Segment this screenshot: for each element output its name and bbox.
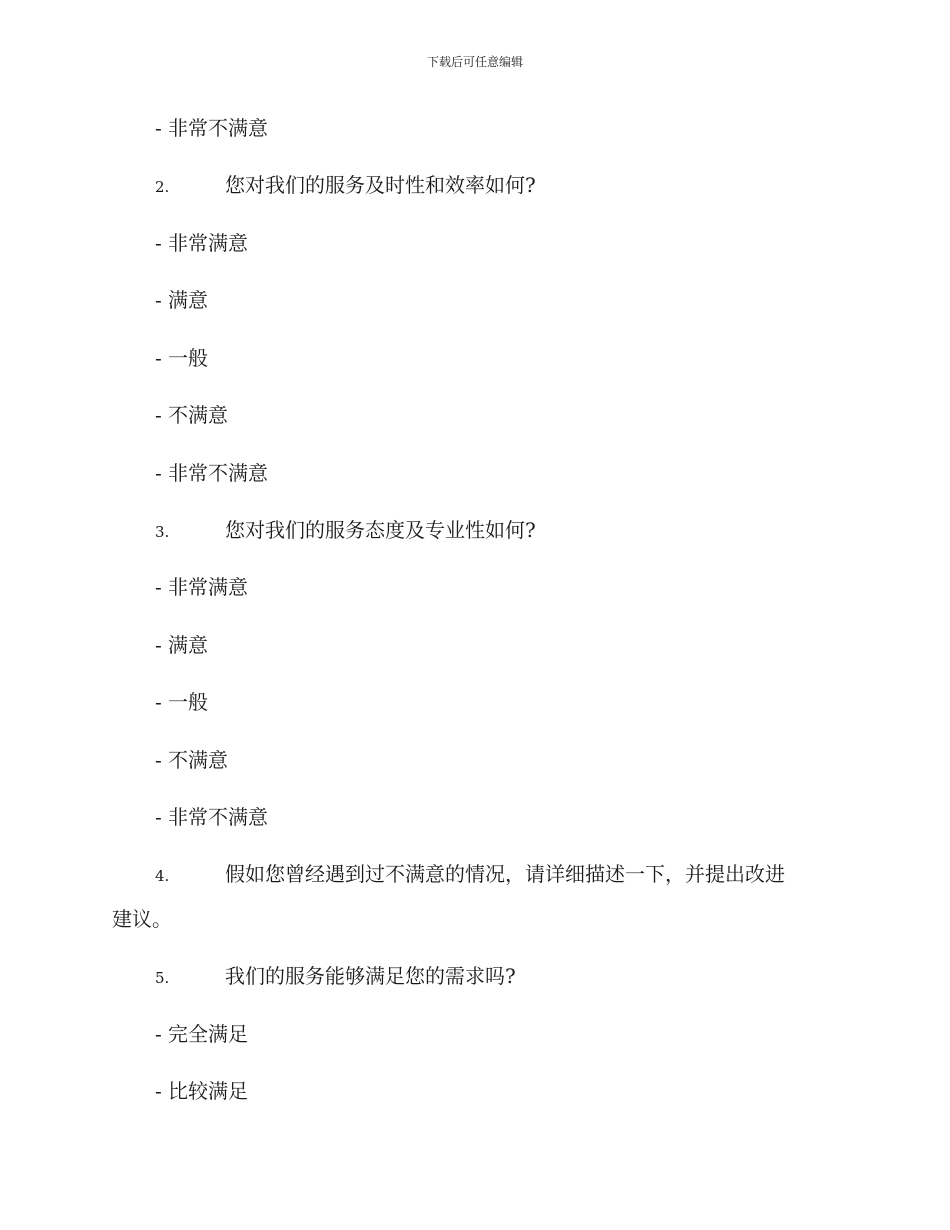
option-item: [155, 632, 208, 658]
option-label: 一般: [168, 346, 208, 370]
option-label: 满意: [168, 633, 208, 657]
option-label: 非常满意: [168, 231, 248, 255]
question-5: [155, 963, 516, 991]
question-text: 假如您曾经遇到过不满意的情况，请详细描述一下，并提出改进: [225, 862, 785, 886]
option-item: [155, 1078, 248, 1104]
option-item: [155, 402, 228, 428]
option-label: 满意: [168, 288, 208, 312]
option-item: [155, 1021, 248, 1047]
option-item: [155, 287, 208, 313]
question-4-continuation: 建议。: [112, 907, 172, 931]
question-text: 您对我们的服务及时性和效率如何?: [225, 173, 536, 197]
option-label: 比较满足: [168, 1079, 248, 1103]
question-text: 您对我们的服务态度及专业性如何?: [225, 518, 536, 542]
dash-marker: -: [155, 690, 162, 714]
option-item: [155, 230, 248, 256]
dash-marker: -: [155, 1022, 162, 1046]
question-number: 5.: [155, 969, 170, 987]
dash-marker: -: [155, 633, 162, 657]
question-4: [155, 861, 785, 889]
dash-marker: -: [155, 346, 162, 370]
dash-marker: -: [155, 1079, 162, 1103]
dash-marker: -: [155, 403, 162, 427]
dash-marker: -: [155, 461, 162, 485]
question-number: 4.: [155, 867, 170, 885]
question-number: 2.: [155, 178, 170, 196]
option-item: [155, 804, 268, 830]
option-label: 不满意: [168, 748, 228, 772]
option-item: [155, 460, 268, 486]
dash-marker: -: [155, 575, 162, 599]
page-header: 下载后可任意编辑: [426, 55, 523, 69]
question-text: 我们的服务能够满足您的需求吗?: [225, 964, 516, 988]
option-label: 完全满足: [168, 1022, 248, 1046]
question-3: [155, 517, 536, 545]
option-label: 非常不满意: [168, 116, 268, 140]
option-item: [155, 747, 228, 773]
option-label: 非常不满意: [168, 805, 268, 829]
option-label: 非常不满意: [168, 461, 268, 485]
dash-marker: -: [155, 748, 162, 772]
option-item: [155, 574, 248, 600]
option-item: [155, 689, 208, 715]
dash-marker: -: [155, 231, 162, 255]
dash-marker: -: [155, 288, 162, 312]
option-item: [155, 115, 268, 141]
dash-marker: -: [155, 116, 162, 140]
option-label: 不满意: [168, 403, 228, 427]
question-2: [155, 172, 536, 200]
dash-marker: -: [155, 805, 162, 829]
option-item: [155, 345, 208, 371]
option-label: 非常满意: [168, 575, 248, 599]
option-label: 一般: [168, 690, 208, 714]
question-number: 3.: [155, 523, 170, 541]
